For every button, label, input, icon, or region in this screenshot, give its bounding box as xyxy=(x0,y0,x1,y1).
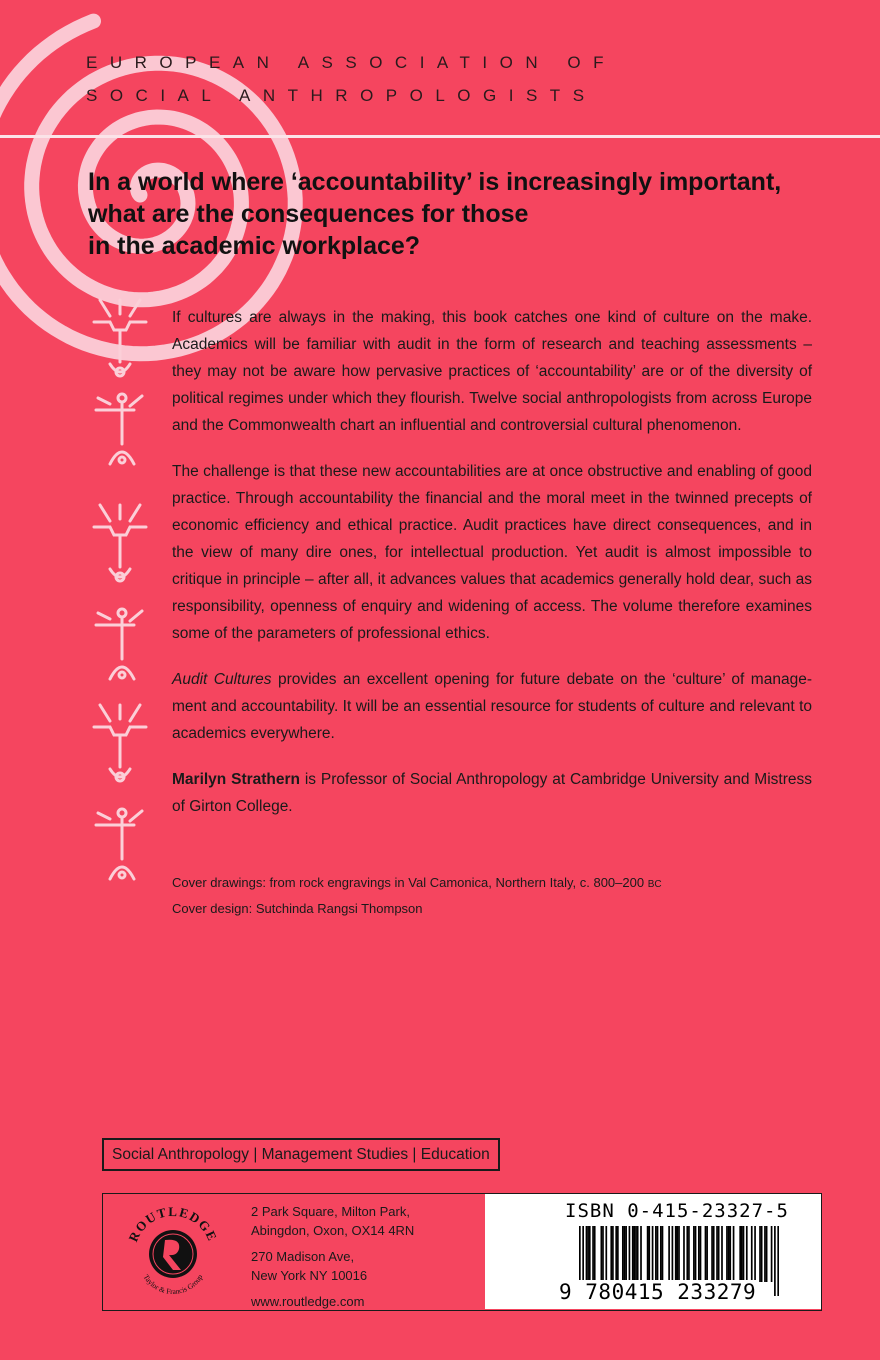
subject-categories: Social Anthropology | Management Studies | Education xyxy=(102,1138,500,1171)
author-bio: Marilyn Strathern is Professor of Social Anthropology at Cambridge University and Mistress of Girton College. xyxy=(172,771,812,815)
logo-bottom-text: Taylor & Francis Group xyxy=(141,1272,205,1297)
publisher-address: 2 Park Square, Milton Park, Abingdon, Oxon, OX14 4RN 270 Madison Ave, New York NY 10016 www.routledge.com xyxy=(251,1204,415,1309)
routledge-logo xyxy=(121,1202,225,1306)
top-rule xyxy=(0,135,880,138)
series-name-line2: SOCIAL ANTHROPOLOGISTS xyxy=(86,86,597,105)
blurb-paragraph-2: The challenge is that these new accountabilities are at once obstructive and enabling of good practice. Through accountability the financial and the moral meet in the twinned precepts of economic efficiency and ethical practice. Audit practices have direct consequences, and in the view of many dire ones, for intellectual production. Yet audit is almost impossible to critique in principle – after all, it advances values that academics generally hold dear, such as responsibility, openness of enquiry and widening of access. The volume therefore examines some of the parameters of professional ethics. xyxy=(172,463,812,642)
isbn-barcode-area xyxy=(485,1194,821,1309)
book-title: Audit Cultures xyxy=(172,671,272,688)
cover-drawings-credit: Cover drawings: from rock engravings in Val Camonica, Northern Italy, c. 800–200 BC xyxy=(172,875,662,890)
ean-number: 9 780415 233279 xyxy=(559,1280,757,1304)
series-name-line1: EUROPEAN ASSOCIATION OF xyxy=(86,53,616,72)
headline: In a world where ‘accountability’ is increasingly important, what are the consequences for those in the academic workplace? xyxy=(88,168,782,260)
publisher-website: www.routledge.com xyxy=(251,1294,365,1309)
publisher-footer xyxy=(102,1193,822,1311)
author-name: Marilyn Strathern xyxy=(172,771,301,788)
logo-top-text: ROUTLEDGE xyxy=(125,1203,221,1245)
blurb-paragraph-3: Audit Cultures provides an excellent opening for future debate on the ‘culture’ of management and accountability. It will be an essential resource for students of culture and relevant to academics everywhere. xyxy=(172,671,812,742)
isbn-label: ISBN 0-415-23327-5 xyxy=(565,1200,789,1222)
cover-design-credit: Cover design: Sutchinda Rangsi Thompson xyxy=(172,901,423,916)
rock-engraving-figures xyxy=(80,290,160,910)
blurb-paragraph-1: If cultures are always in the making, this book catches one kind of culture on the make. Academics will be familiar with audit in the form of research and teaching assessments – they may not be aware how pervasive practices of ‘accountability’ are or of the diversity of political regimes under which they flourish. Twelve social anthropologists from across Europe and the Commonwealth chart an influential and controversial cultural phenomenon. xyxy=(172,309,812,434)
blurb xyxy=(172,304,812,839)
